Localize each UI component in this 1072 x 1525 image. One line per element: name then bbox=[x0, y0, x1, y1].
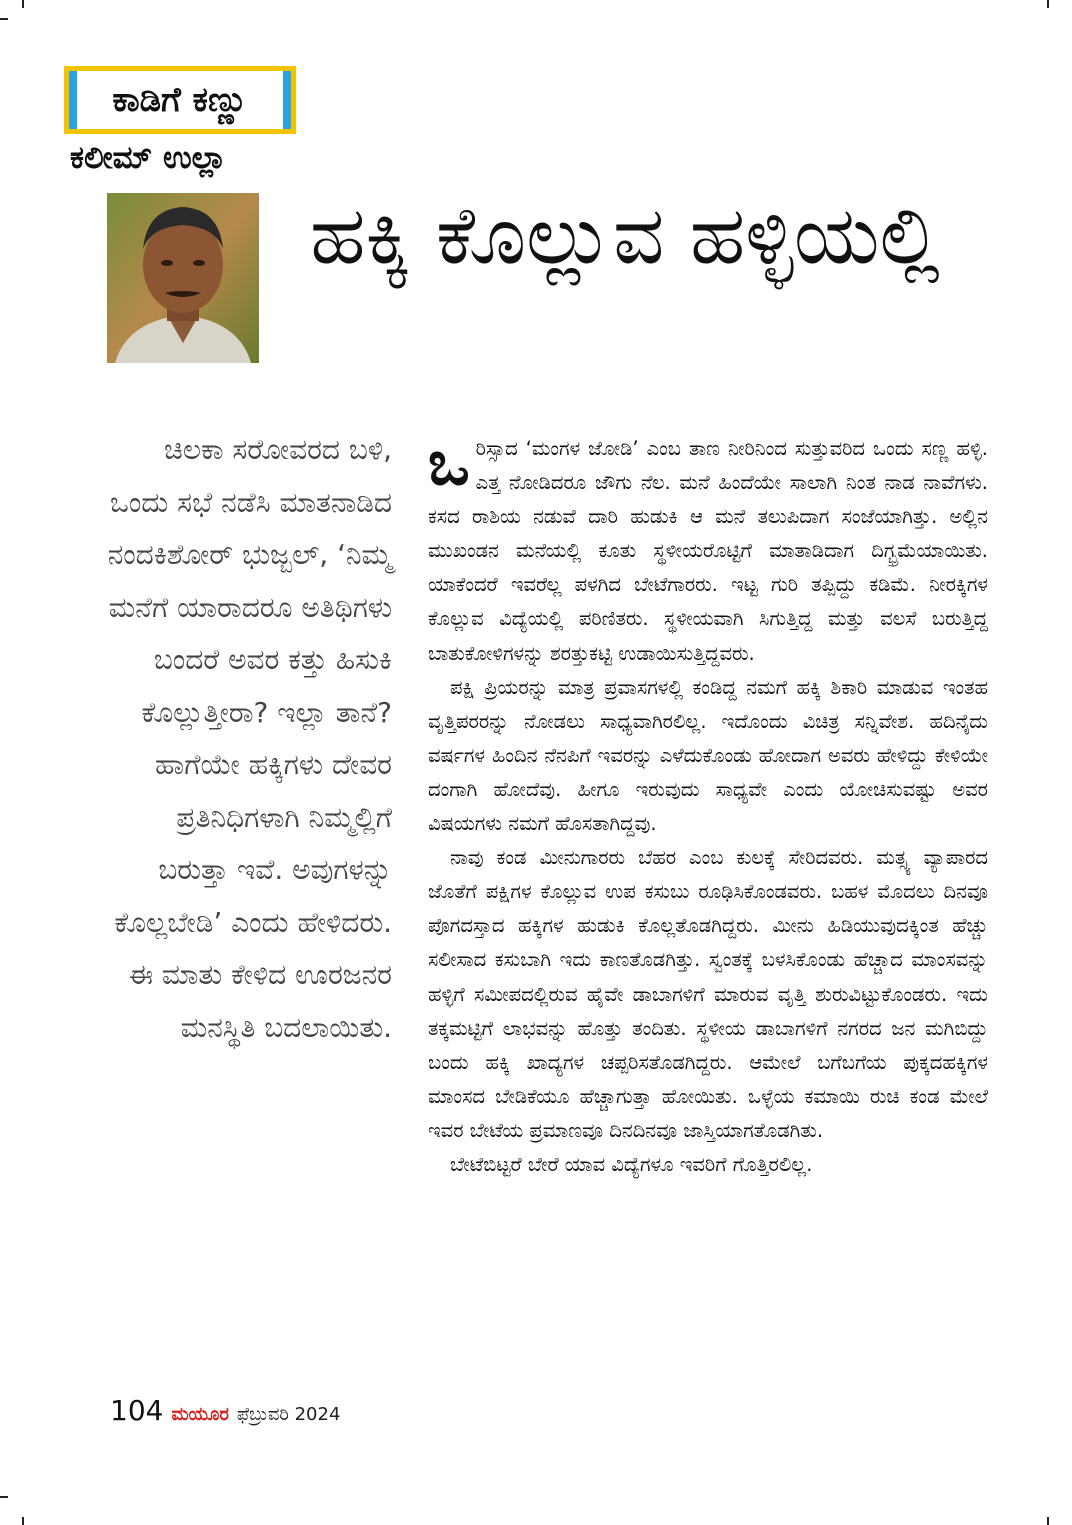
issue-date: ಫೆಬ್ರುವರಿ 2024 bbox=[236, 1404, 341, 1425]
column-title: ಕಾಡಿಗೆ ಕಣ್ಣು bbox=[69, 71, 291, 129]
pull-quote-text: ಚಿಲಕಾ ಸರೋವರದ ಬಳಿ, ಒಂದು ಸಭೆ ನಡೆಸಿ ಮಾತನಾಡಿದ ನಂದಕಿಶೋರ್ ಭುಜ್ಬಲ್, ‘ನಿಮ್ಮ ಮನೆಗೆ ಯಾರಾದರೂ ಅತಿಥಿಗಳು ಬಂದರೆ ಅವರ ಕತ್ತು ಹಿಸುಕಿ ಕೊಲ್ಲುತ್ತೀರಾ? ಇಲ್ಲಾ ತಾನೆ? ಹಾಗೆಯೇ ಹಕ್ಕಿಗಳು ದೇವರ ಪ್ರತಿನಿಧಿಗಳಾಗಿ ನಿಮ್ಮಲ್ಲಿಗೆ ಬರುತ್ತಾ ಇವೆ. ಅವುಗಳನ್ನು ಕೊಲ್ಲಬೇಡಿ’ ಎಂದು ಹೇಳಿದರು. ಈ ಮಾತು ಕೇಳಿದ ಊರಜನರ ಮನಸ್ಥಿತಿ ಬದಲಾಯಿತು. bbox=[107, 433, 392, 1044]
body-paragraph-3: ನಾವು ಕಂಡ ಮೀನುಗಾರರು ಬೆಹರ ಎಂಬ ಕುಲಕ್ಕೆ ಸೇರಿದವರು. ಮತ್ಸ್ಯ ವ್ಯಾಪಾರದ ಜೊತೆಗೆ ಪಕ್ಷಿಗಳ ಕೊಲ್ಲುವ ಉಪ ಕಸುಬು ರೂಢಿಸಿಕೊಂಡವರು. ಬಹಳ ಮೊದಲು ದಿನವೂ ಪೊಗದಸ್ತಾದ ಹಕ್ಕಿಗಳ ಹುಡುಕಿ ಕೊಲ್ಲತೊಡಗಿದ್ದರು. ಮೀನು ಹಿಡಿಯುವುದಕ್ಕಿಂತ ಹೆಚ್ಚು ಸಲೀಸಾದ ಕಸುಬಾಗಿ ಇದು ಕಾಣತೊಡಗಿತ್ತು. ಸ್ವಂತಕ್ಕೆ ಬಳಸಿಕೊಂಡು ಹೆಚ್ಚಾದ ಮಾಂಸವನ್ನು ಹಳ್ಳಿಗೆ ಸಮೀಪದಲ್ಲಿರುವ ಹೈವೇ ಡಾಬಾಗಳಿಗೆ ಮಾರುವ ವೃತ್ತಿ ಶುರುವಿಟ್ಟುಕೊಂಡರು. ಇದು ತಕ್ಕಮಟ್ಟಿಗೆ ಲಾಭವನ್ನು ಹೊತ್ತು ತಂದಿತು. ಸ್ಥಳೀಯ ಡಾಬಾಗಳಿಗೆ ನಗರದ ಜನ ಮಗಿಬಿದ್ದು ಬಂದು ಹಕ್ಕಿ ಖಾದ್ಯಗಳ ಚಪ್ಪರಿಸತೊಡಗಿದ್ದರು. ಆಮೇಲೆ ಬಗೆಬಗೆಯ ಪುಕ್ಕದಹಕ್ಕಿಗಳ ಮಾಂಸದ ಬೇಡಿಕೆಯೂ ಹೆಚ್ಚಾಗುತ್ತಾ ಹೋಯಿತು. ಒಳ್ಳೆಯ ಕಮಾಯಿ ರುಚಿ ಕಂಡ ಮೇಲೆ ಇವರ ಬೇಟೆಯ ಪ್ರಮಾಣವೂ ದಿನದಿನವೂ ಜಾಸ್ತಿಯಾಗತೊಡಗಿತು. bbox=[428, 846, 988, 1142]
body-paragraph-4: ಬೇಟೆಬಿಟ್ಟರೆ ಬೇರೆ ಯಾವ ವಿದ್ಯೆಗಳೂ ಇವರಿಗೆ ಗೊತ್ತಿರಲಿಲ್ಲ. bbox=[450, 1152, 813, 1176]
crop-mark-left-top bbox=[0, 18, 8, 20]
crop-mark-top-left bbox=[22, 0, 24, 8]
crop-mark-bottom-left bbox=[22, 1517, 24, 1525]
article-body bbox=[428, 426, 988, 1182]
page-number: 104 bbox=[110, 1394, 164, 1427]
body-paragraph-1 bbox=[428, 426, 988, 671]
column-badge bbox=[64, 66, 296, 134]
crop-mark-bottom-right bbox=[1047, 1517, 1049, 1525]
crop-mark-top-right bbox=[1047, 0, 1049, 8]
page-footer bbox=[110, 1394, 340, 1426]
author-name: ಕಲೀಮ್ ಉಲ್ಲಾ bbox=[70, 140, 227, 176]
pull-quote bbox=[100, 424, 392, 1054]
author-photo bbox=[107, 193, 259, 363]
crop-mark-left-bottom bbox=[0, 1496, 8, 1498]
body-paragraph-1-text: ರಿಸ್ಸಾದ ‘ಮಂಗಳ ಜೋಡಿ’ ಎಂಬ ತಾಣ ನೀರಿನಿಂದ ಸುತ್ತುವರಿದ ಒಂದು ಸಣ್ಣ ಹಳ್ಳಿ. ಎತ್ತ ನೋಡಿದರೂ ಜೌಗು ನೆಲ. ಮನೆ ಹಿಂದೆಯೇ ಸಾಲಾಗಿ ನಿಂತ ನಾಡ ನಾವೆಗಳು. ಕಸದ ರಾಶಿಯ ನಡುವೆ ದಾರಿ ಹುಡುಕಿ ಆ ಮನೆ ತಲುಪಿದಾಗ ಸಂಜೆಯಾಗಿತ್ತು. ಅಲ್ಲಿನ ಮುಖಂಡನ ಮನೆಯಲ್ಲಿ ಕೂತು ಸ್ಥಳೀಯರೊಟ್ಟಿಗೆ ಮಾತಾಡಿದಾಗ ದಿಗ್ಭ್ರಮೆಯಾಯಿತು. ಯಾಕೆಂದರೆ ಇವರೆಲ್ಲ ಪಳಗಿದ ಬೇಟೆಗಾರರು. ಇಟ್ಟ ಗುರಿ ತಪ್ಪಿದ್ದು ಕಡಿಮೆ. ನೀರಕ್ಕಿಗಳ ಕೊಲ್ಲುವ ವಿದ್ಯೆಯಲ್ಲಿ ಪರಿಣಿತರು. ಸ್ಥಳೀಯವಾಗಿ ಸಿಗುತ್ತಿದ್ದ ಮತ್ತು ವಲಸೆ ಬರುತ್ತಿದ್ದ ಬಾತುಕೋಳಿಗಳನ್ನು ಶರತ್ತುಕಟ್ಟಿ ಉಡಾಯಿಸುತ್ತಿದ್ದವರು. bbox=[428, 437, 988, 665]
article-headline: ಹಕ್ಕಿ ಕೊಲ್ಲುವ ಹಳ್ಳಿಯಲ್ಲಿ bbox=[310, 189, 940, 282]
drop-cap: ಒ bbox=[428, 426, 470, 499]
magazine-logo: ಮಯೂರ bbox=[171, 1404, 229, 1425]
body-paragraph-2: ಪಕ್ಷಿ ಪ್ರಿಯರನ್ನು ಮಾತ್ರ ಪ್ರವಾಸಗಳಲ್ಲಿ ಕಂಡಿದ್ದ ನಮಗೆ ಹಕ್ಕಿ ಶಿಕಾರಿ ಮಾಡುವ ಇಂತಹ ವೃತ್ತಿಪರರನ್ನು ನೋಡಲು ಸಾಧ್ಯವಾಗಿರಲಿಲ್ಲ. ಇದೊಂದು ವಿಚಿತ್ರ ಸನ್ನಿವೇಶ. ಹದಿನೈದು ವರ್ಷಗಳ ಹಿಂದಿನ ನೆನಪಿಗೆ ಇವರನ್ನು ಎಳೆದುಕೊಂಡು ಹೋದಾಗ ಅವರು ಹೇಳಿದ್ದು ಕೇಳಿಯೇ ದಂಗಾಗಿ ಹೋದೆವು. ಹೀಗೂ ಇರುವುದು ಸಾಧ್ಯವೇ ಎಂದು ಯೋಚಿಸುವಷ್ಟು ಅವರ ವಿಷಯಗಳು ನಮಗೆ ಹೊಸತಾಗಿದ್ದವು. bbox=[428, 675, 988, 836]
